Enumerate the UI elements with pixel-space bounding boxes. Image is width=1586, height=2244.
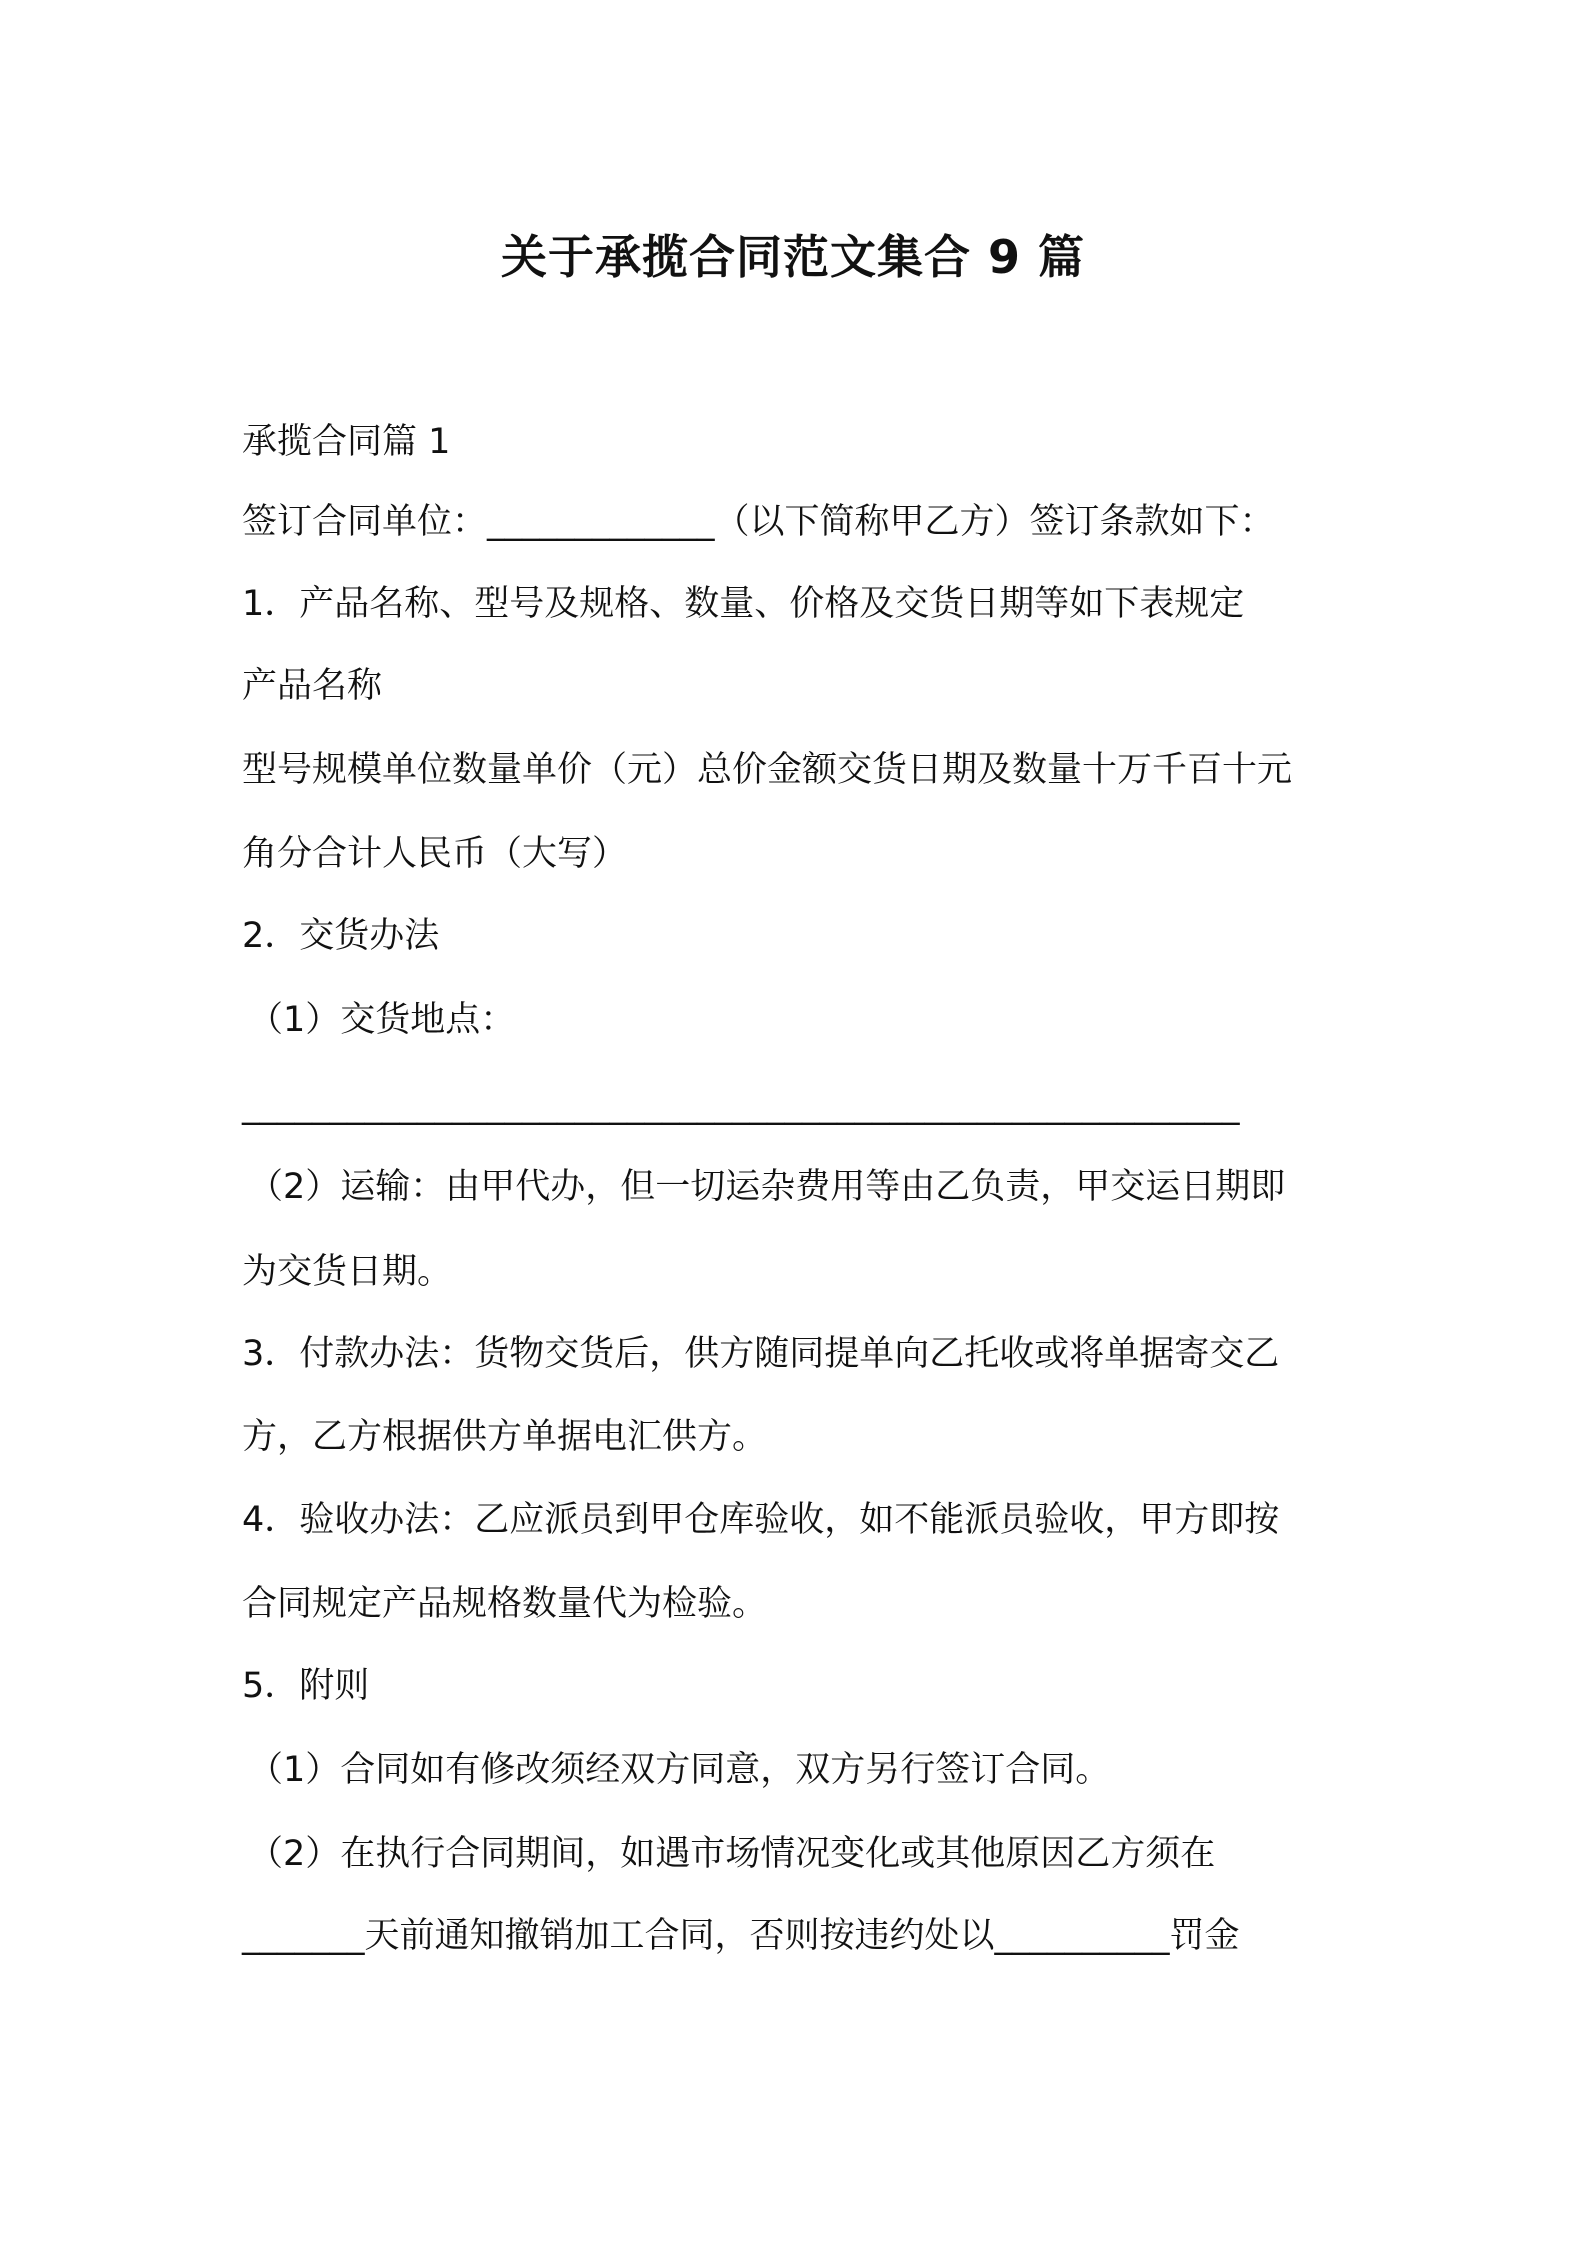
- paragraph-line: 方，乙方根据供方单据电汇供方。: [242, 1417, 768, 1457]
- paragraph-line: （1）交货地点：: [248, 1000, 516, 1040]
- paragraph-line: （1）合同如有修改须经双方同意，双方另行签订合同。: [248, 1750, 1111, 1790]
- paragraph-line: 1．产品名称、型号及规格、数量、价格及交货日期等如下表规定: [242, 584, 1245, 624]
- paragraph-line: 签订合同单位：_____________（以下简称甲乙方）签订条款如下：: [242, 502, 1275, 542]
- paragraph-line: 为交货日期。: [242, 1252, 453, 1292]
- paragraph-line: （2）运输：由甲代办，但一切运杂费用等由乙负责，甲交运日期即: [248, 1167, 1286, 1207]
- blank-line: _________________________________________________________: [242, 1086, 1240, 1126]
- paragraph-line: 5．附则: [242, 1666, 370, 1706]
- paragraph-line: 4．验收办法：乙应派员到甲仓库验收，如不能派员验收，甲方即按: [242, 1500, 1280, 1540]
- paragraph-line: 角分合计人民币（大写）: [242, 834, 628, 874]
- paragraph-line: （2）在执行合同期间，如遇市场情况变化或其他原因乙方须在: [248, 1834, 1216, 1874]
- paragraph-line: 2．交货办法: [242, 916, 440, 956]
- document-title: 关于承揽合同范文集合 9 篇: [500, 230, 1086, 284]
- paragraph-line: 型号规模单位数量单价（元）总价金额交货日期及数量十万千百十元: [242, 750, 1293, 790]
- paragraph-line: 合同规定产品规格数量代为检验。: [242, 1584, 768, 1624]
- section-heading: 承揽合同篇 1: [242, 422, 451, 462]
- paragraph-line: 产品名称: [242, 666, 383, 706]
- paragraph-line: _______天前通知撤销加工合同，否则按违约处以__________罚金: [242, 1916, 1240, 1956]
- paragraph-line: 3．付款办法：货物交货后，供方随同提单向乙托收或将单据寄交乙: [242, 1334, 1280, 1374]
